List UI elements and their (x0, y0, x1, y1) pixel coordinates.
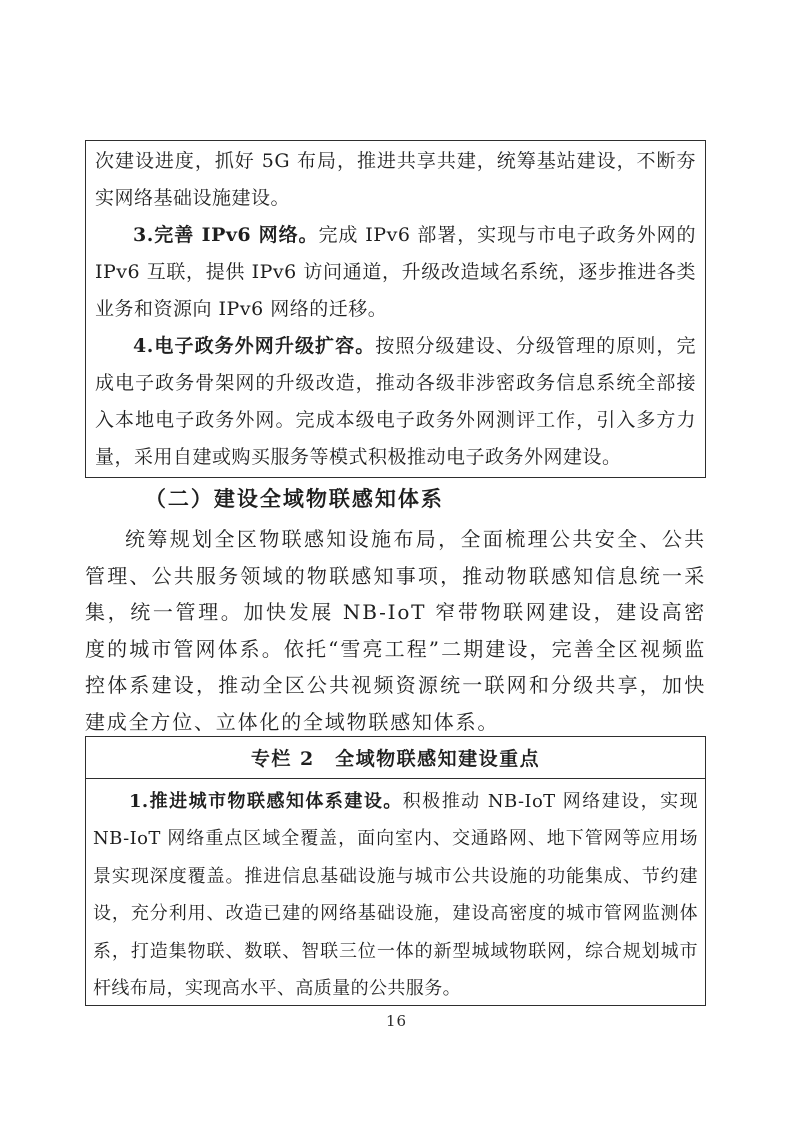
paragraph-egov-network (95, 328, 696, 476)
paragraph-iot-system-text: 积极推动 NB-IoT 网络建设，实现 NB-IoT 网络重点区域全覆盖，面向室内、交通路网、地下管网等应用场景实现深度覆盖。推进信息基础设施与城市公共设施的功能集成、节约建设，充分利用、改造已建的网络基础设施，建设高密度的城市管网监测体系，打造集物联、数联、智联三位一体的新型城域物联网，综合规划城市杆线布局，实现高水平、高质量的公共服务。 (93, 791, 698, 1000)
section-heading: （二）建设全域物联感知体系 (144, 486, 444, 511)
callout-box-title: 专栏 2 全域物联感知建设重点 (86, 737, 705, 779)
callout-box-body (86, 779, 705, 1007)
callout-box-continuation (85, 140, 706, 478)
paragraph-ipv6 (95, 217, 696, 328)
paragraph-continuation: 次建设进度，抓好 5G 布局，推进共享共建，统筹基站建设，不断夯实网络基础设施建设。 (95, 150, 696, 209)
paragraph-ipv6-lead: 3.完善 IPv6 网络。 (133, 224, 319, 246)
paragraph-iot-system (93, 783, 698, 1007)
callout-box-column2 (85, 736, 706, 1006)
paragraph-iot-system-lead: 1.推进城市物联感知体系建设。 (129, 791, 403, 812)
page-number: 16 (385, 1012, 408, 1030)
paragraph-ipv6-text: 完成 IPv6 部署，实现与市电子政务外网的 IPv6 互联，提供 IPv6 访问通道，升级改造域名系统，逐步推进各类业务和资源向 IPv6 网络的迁移。 (95, 224, 697, 320)
section-paragraph: 统筹规划全区物联感知设施布局，全面梳理公共安全、公共管理、公共服务领域的物联感知事项，推动物联感知信息统一采集，统一管理。加快发展 NB-IoT 窄带物联网建设，建设高密度的城市管网体系。依托“雪亮工程”二期建设，完善全区视频监控体系建设，推动全区公共视频资源统一联网和分级共享，加快建成全方位、立体化的全域物联感知体系。 (85, 527, 706, 734)
paragraph-egov-network-lead: 4.电子政务外网升级扩容。 (133, 335, 376, 357)
paragraph-egov-network-text: 按照分级建设、分级管理的原则，完成电子政务骨架网的升级改造，推动各级非涉密政务信息系统全部接入本地电子政务外网。完成本级电子政务外网测评工作，引入多方力量，采用自建或购买服务等模式积极推动电子政务外网建设。 (95, 335, 696, 468)
